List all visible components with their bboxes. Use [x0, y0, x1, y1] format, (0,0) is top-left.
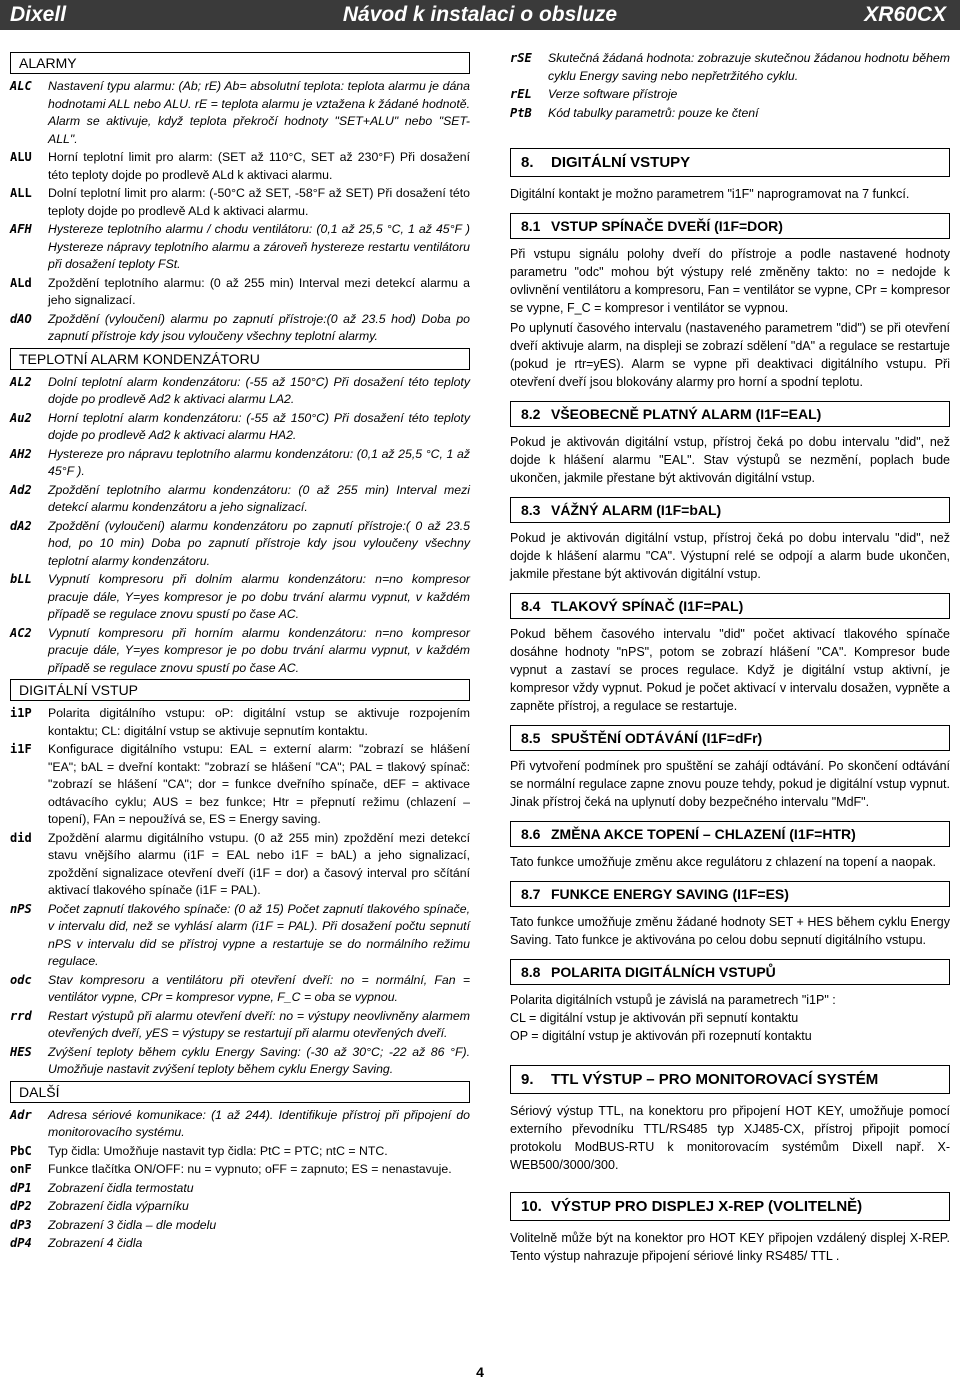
param-entry: Ad2 Zpoždění teplotního alarmu kondenzátoru: (0 až 255 min) Interval mezi detekcí alarmu kondenzátoru a jeho signalizací. — [10, 482, 470, 514]
section-8-2: 8.2 VŠEOBECNĚ PLATNÝ ALARM (I1F=EAL) — [510, 401, 950, 427]
section-8-1-text: Při vstupu signálu polohy dveří do přístroje a podle nastavené hodnoty parametru "odc" mohou být výstupy relé změněny takto: no = nedojde k ovlivnění ventilátoru a kompresoru, Fan = ventilátor se vypne, CPr = kompresor se vypne, F_C = kompresor i ventilátor se vypnou. — [510, 247, 950, 315]
section-digitalni-vstup: DIGITÁLNÍ VSTUP — [10, 679, 470, 701]
section-8-6-text: Tato funkce umožňuje změnu akce regulátoru z chlazení na topení a naopak. — [510, 855, 936, 869]
param-entry: AL2 Dolní teplotní alarm kondenzátoru: (-55 až 150°C) Při dosažení této teploty dojde po prodlevě Ad2 k aktivaci alarmu LA2. — [10, 374, 470, 406]
param-entry: dP2 Zobrazení čidla výparníku — [10, 1199, 189, 1213]
section-8-5-text: Při vytvoření podmínek pro spuštění se zahájí odtávání. Po skončení odtávání se normální regulace zapne znovu pouze tehdy, pokud je digitální vstup vypnut. Jinak přístroj čeká na uplynutí doby bezpečného intervalu "MdF". — [510, 759, 950, 809]
section-8-4: 8.4 TLAKOVÝ SPÍNAČ (I1F=PAL) — [510, 593, 950, 619]
section-dalsi: DALŠÍ — [10, 1081, 470, 1103]
section-8-2-text: Pokud je aktivován digitální vstup, přístroj čeká po dobu intervalu "did", než dojde k hlášení alarmu "EAL". Stav výstupů se nezmění, poplach bude ukončen, jakmile přestane být aktivován digitální vstup. — [510, 435, 950, 485]
section-8-text: Digitální kontakt je možno parametrem "i1F" naprogramovat na 7 funkcí. — [510, 187, 910, 201]
section-8-1-text-2: Po uplynutí časového intervalu (nastaveného parametrem "did") se při otevření dveří aktivuje alarm, na displeji se zobrazí sdělení "dA" a regulace se restartuje (pokud je rtr=yES). Alarm se vypne při deaktivaci digitálního vstupu. Při otevření dveří jsou blokovány alarmy pro horní a spodní teplotu. — [510, 321, 950, 389]
section-8-3: 8.3 VÁŽNÝ ALARM (I1F=bAL) — [510, 497, 950, 523]
section-8-3-text: Pokud je aktivován digitální vstup, přístroj čeká po dobu intervalu "did", než dojde k hlášení alarmu "CA". Výstupní relé se odpojí a alarm bude ukončen, jakmile přestane být aktivován digitální vstup. — [510, 531, 950, 581]
param-entry: AC2 Vypnutí kompresoru při horním alarmu kondenzátoru: n=no kompresor pracuje dále, Y=yes kompresor je po dobu trvání alarmu vypnut, v každém případě se regulace znovu spustí po čase AC. — [10, 625, 470, 675]
param-entry: AFH Hystereze teplotního alarmu / chodu ventilátoru: (0,1 až 25,5 °C, 1 až 45°F ) Hystereze nápravy teplotního alarmu a zároveň hystereze restartu ventilátoru při dosažení teploty FSt. — [10, 222, 470, 271]
param-entry: dA2 Zpoždění (vyloučení) alarmu kondenzátoru po zapnutí přístroje:( 0 až 23.5 hod, po 10 min) Doba po zapnutí přístroje kdy jsou vyloučeny všechny teplotní alarmy kondenzátoru. — [10, 518, 470, 568]
section-10-text: Volitelně může být na konektor pro HOT KEY připojen vzdálený displej X-REP. Tento výstup nahrazuje připojení sériové linky RS485/ TTL . — [510, 1231, 950, 1263]
param-entry: i1F Konfigurace digitálního vstupu: EAL = externí alarm: "zobrazí se hlášení "EA"; bAL = dveřní kontakt: "zobrazí se hlášení "CA"; PAL = tlakový spínač: "zobrazí se hlášení "CA"; dor = funkce dveřního spínače, dEF = aktivace odtávacího cyklu; AUS = bez funkce; Htr = přepnutí režimu (chlazení – topení), FAn = nepoužívá se, ES = Energy saving. — [10, 742, 470, 826]
param-entry: onF Funkce tlačítka ON/OFF: nu = vypnuto; oFF = zapnuto; ES = nenastavuje. — [10, 1162, 452, 1176]
param-entry: ALC Nastavení typu alarmu: (Ab; rE) Ab= absolutní teplota: teplota alarmu je dána hodnotami ALL nebo ALU. rE = teplota alarmu je vztažena k žádané hodnotě. Alarm se aktivuje, když teplota překročí hodnoty "SET+ALU" nebo "SET-ALL". — [10, 79, 470, 146]
param-entry: Adr Adresa sériové komunikace: (1 až 244). Identifikuje přístroj při připojení do monitorovacího systému. — [10, 1107, 470, 1139]
param-entry: dP1 Zobrazení čidla termostatu — [10, 1180, 194, 1195]
section-10: 10. VÝSTUP PRO DISPLEJ X-REP (VOLITELNĚ) — [510, 1192, 950, 1221]
param-entry: ALU Horní teplotní limit pro alarm: (SET až 110°C, SET až 230°F) Při dosažení této teploty dojde po prodlevě ALd k aktivaci alarmu. — [10, 150, 470, 182]
param-entry: Au2 Horní teplotní alarm kondenzátoru: (-55 až 150°C) Při dosažení této teploty dojde po prodlevě Ad2 k aktivaci alarmu HA2. — [10, 410, 470, 442]
section-9: 9. TTL VÝSTUP – PRO MONITOROVACÍ SYSTÉM — [510, 1065, 950, 1094]
section-8-7-text: Tato funkce umožňuje změnu žádané hodnoty SET + HES během cyklu Energy Saving. Tato funkce je aktivována po celou dobu sepnutí digitálního vstupu. — [510, 915, 950, 947]
section-8-6: 8.6 ZMĚNA AKCE TOPENÍ – CHLAZENÍ (I1F=HTR) — [510, 821, 950, 847]
header-brand: Dixell — [10, 3, 67, 26]
section-8-8-line: CL = digitální vstup je aktivován při sepnutí kontaktu — [510, 1011, 799, 1025]
list-alarmy — [10, 78, 470, 346]
section-9-text: Sériový výstup TTL, na konektoru pro připojení HOT KEY, umožňuje pomocí externího převodníku TTL/RS485 typ XJ485-CX, přístroj připojit pomocí protokolu ModBUS-RTU k monitorovacím systémům Dixell např. X-WEB500/3000/300. — [510, 1104, 950, 1172]
param-entry: PtB Kód tabulky parametrů: pouze ke čtení — [510, 105, 759, 120]
param-entry: AH2 Hystereze pro nápravu teplotního alarmu kondenzátoru: (0,1 až 25,5 °C, 1 až 45°F ). — [10, 446, 470, 478]
header-title: Návod k instalaci o obsluze — [342, 3, 618, 26]
param-entry: i1P Polarita digitálního vstupu: oP: digitální vstup se aktivuje rozpojením kontaktu; CL: digitální vstup se aktivuje sepnutím kontaktu. — [10, 706, 470, 738]
param-entry: odc Stav kompresoru a ventilátoru při otevření dveří: no = normální, Fan = ventilátor vypne, CPr = kompresor vypne, F_C = oba se vypnou. — [10, 972, 470, 1004]
list-dalsi — [10, 1107, 470, 1253]
section-8-4-text: Pokud během časového intervalu "did" počet aktivací tlakového spínače dosáhne hodnoty "nPS", potom se zobrazí hlášení "CA". Kompresor bude vypnut a zastaví se proces regulace. Když je digitální vstup aktivní, je kompresor vždy vypnut. Pokud je počet aktivací v intervalu dosažen, vypněte a zapněte přístroj, a regulace se restartuje. — [510, 627, 950, 713]
section-kondenzator: TEPLOTNÍ ALARM KONDENZÁTORU — [10, 348, 470, 370]
section-8-1: 8.1 VSTUP SPÍNAČE DVEŘÍ (I1F=DOR) — [510, 213, 950, 239]
section-8-8-line: Polarita digitálních vstupů je závislá na parametrech "i1P" : — [510, 993, 836, 1007]
param-entry: ALd Zpoždění teplotního alarmu: (0 až 255 min) Interval mezi detekcí alarmu a jeho signalizací. — [10, 275, 470, 307]
param-entry: nPS Počet zapnutí tlakového spínače: (0 až 15) Počet zapnutí tlakového spínače, v intervalu did, než se vyhlásí alarm (i1F = PAL). Při dosažení počtu sepnutí nPS v intervalu did se přístroj vypne a restartuje se do normálního režimu regulace. — [10, 901, 470, 968]
section-8-8: 8.8 POLARITA DIGITÁLNÍCH VSTUPŮ — [510, 959, 950, 985]
param-entry: rrd Restart výstupů při alarmu otevření dveří: no = výstupy neovlivněny alarmem otevřených dveří, yES = výstupy se restartují při alarmu otevřených dveří. — [10, 1008, 470, 1040]
param-entry: did Zpoždění alarmu digitálního vstupu. (0 až 255 min) zpoždění mezi detekcí stavu vnějšího alarmu (i1F = EAL nebo i1F = bAL) a jeho signalizací, zpoždění signalizace otevření dveří (i1F = dor) a časový interval pro sčítání aktivací tlakového spínače (i1F = PAL). — [10, 830, 470, 897]
list-kondenzator — [10, 374, 470, 678]
list-digitalni-vstup — [10, 705, 470, 1079]
section-8-5: 8.5 SPUŠTĚNÍ ODTÁVÁNÍ (I1F=dFr) — [510, 725, 950, 751]
param-entry: bLL Vypnutí kompresoru při dolním alarmu kondenzátoru: n=no kompresor pracuje dále, Y=yes kompresor je po dobu trvání alarmu vypnut, v každém případě se regulace znovu spustí po čase AC. — [10, 572, 470, 621]
page-header — [0, 0, 960, 30]
right-column — [510, 50, 950, 1267]
page-number: 4 — [476, 1364, 484, 1380]
section-8-7: 8.7 FUNKCE ENERGY SAVING (I1F=ES) — [510, 881, 950, 907]
param-entry: dAO Zpoždění (vyloučení) alarmu po zapnutí přístroje:(0 až 23.5 hod) Doba po zapnutí přístroje kdy jsou vyloučeny všechny teplotní alarmy. — [10, 311, 470, 343]
param-entry: dP3 Zobrazení 3 čidla – dle modelu — [10, 1217, 217, 1232]
param-entry: PbC Typ čidla: Umožňuje nastavit typ čidla: PtC = PTC; ntC = NTC. — [10, 1143, 388, 1158]
section-alarmy: ALARMY — [10, 52, 470, 74]
left-column — [10, 50, 470, 1254]
param-entry: rSE Skutečná žádaná hodnota: zobrazuje skutečnou žádanou hodnotu během cyklu Energy saving nebo nepřetržitého cyklu. — [510, 51, 951, 83]
header-model: XR60CX — [864, 3, 946, 26]
param-entry: rEL Verze software přístroje — [510, 87, 678, 101]
section-8: 8. DIGITÁLNÍ VSTUPY — [510, 148, 950, 177]
param-entry: ALL Dolní teplotní limit pro alarm: (-50°C až SET, -58°F až SET) Při dosažení této teploty dojde po prodlevě ALd k aktivaci alarmu. — [10, 186, 470, 218]
param-entry: HES Zvýšení teploty během cyklu Energy Saving: (-30 až 30°C; -22 až 86 °F). Umožňuje nastavit zvýšení teploty během cyklu Energy Saving. — [10, 1044, 470, 1076]
param-entry: dP4 Zobrazení 4 čidla — [10, 1236, 143, 1250]
section-8-8-line: OP = digitální vstup je aktivován při rozepnutí kontaktu — [510, 1029, 812, 1043]
